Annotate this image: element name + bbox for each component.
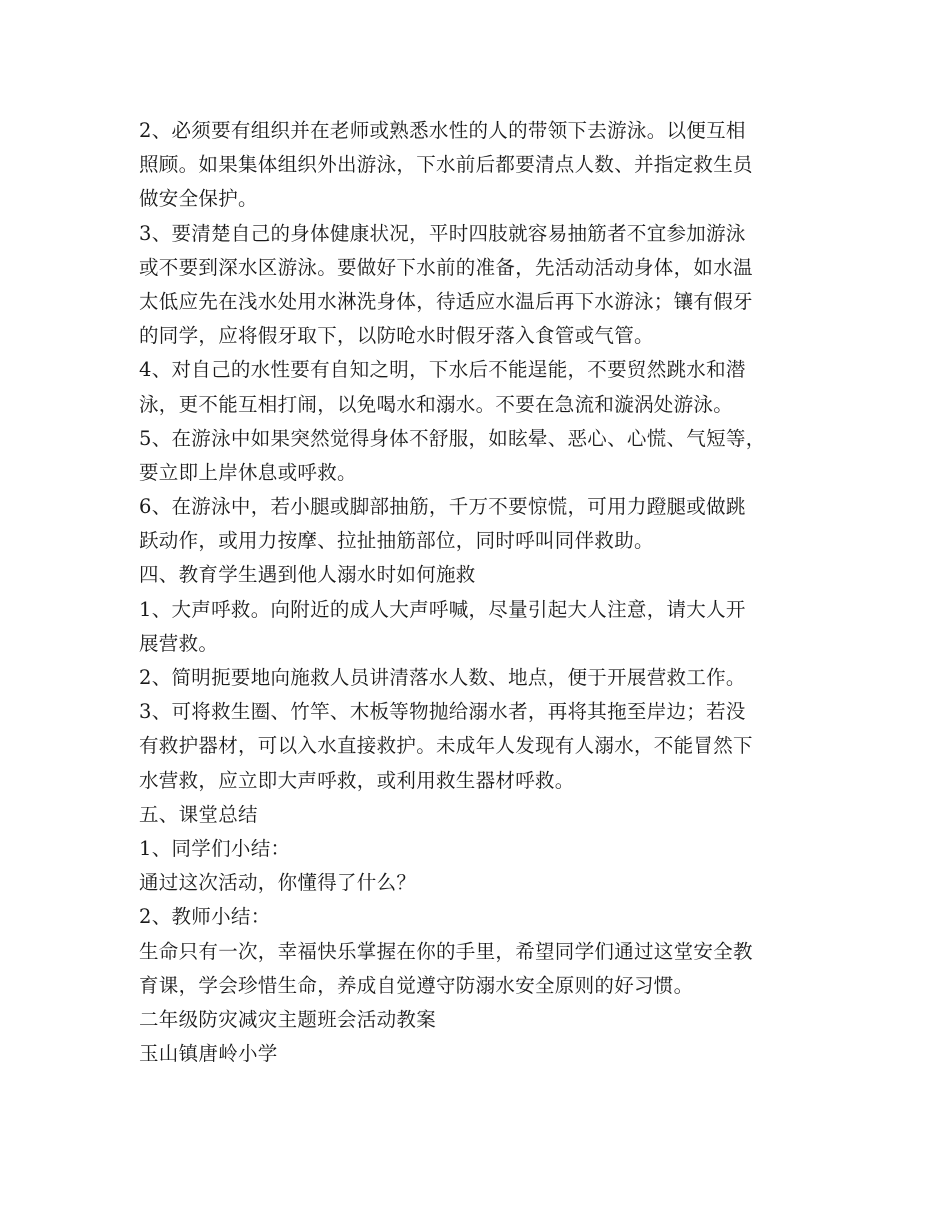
- document-body: [139, 114, 829, 1071]
- document-title: 二年级防灾减灾主题班会活动教案: [139, 1007, 437, 1031]
- text-line: 或不要到深水区游泳。要做好下水前的准备，先活动活动身体，如水温: [139, 255, 753, 279]
- school-name: 玉山镇唐岭小学: [139, 1042, 278, 1066]
- text-line: 生命只有一次，幸福快乐掌握在你的手里，希望同学们通过这堂安全教: [139, 939, 753, 963]
- section-heading: 五、课堂总结: [139, 802, 258, 826]
- text-line: 的同学，应将假牙取下，以防呛水时假牙落入食管或气管。: [139, 324, 654, 348]
- text-line: 通过这次活动，你懂得了什么？: [139, 871, 417, 895]
- text-line: 照顾。如果集体组织外出游泳，下水前后都要清点人数、并指定救生员: [139, 153, 753, 177]
- text-line: 1、大声呼救。向附近的成人大声呼喊，尽量引起大人注意，请大人开: [139, 597, 746, 621]
- text-line: 2、简明扼要地向施救人员讲清落水人数、地点，便于开展营救工作。: [139, 666, 746, 689]
- text-line: 1、同学们小结：: [139, 836, 291, 860]
- section-heading: 四、教育学生遇到他人溺水时如何施救: [139, 563, 476, 587]
- text-line: 展营救。: [139, 631, 219, 655]
- text-line: 水营救，应立即大声呼救，或利用救生器材呼救。: [139, 768, 575, 792]
- text-line: 做安全保护。: [139, 187, 258, 211]
- text-line: 要立即上岸休息或呼救。: [139, 460, 357, 484]
- text-line: 5、在游泳中如果突然觉得身体不舒服，如眩晕、恶心、心慌、气短等，: [139, 426, 766, 450]
- text-line: 泳，更不能互相打闹，以免喝水和溺水。不要在急流和漩涡处游泳。: [139, 392, 734, 416]
- text-line: 2、必须要有组织并在老师或熟悉水性的人的带领下去游泳。以便互相: [139, 119, 746, 142]
- text-line: 育课，学会珍惜生命，养成自觉遵守防溺水安全原则的好习惯。: [139, 973, 694, 997]
- text-line: 有救护器材，可以入水直接救护。未成年人发现有人溺水，不能冒然下: [139, 734, 753, 758]
- text-line: 3、可将救生圈、竹竿、木板等物抛给溺水者，再将其拖至岸边；若没: [139, 700, 746, 724]
- text-line: 4、对自己的水性要有自知之明，下水后不能逞能，不要贸然跳水和潜: [139, 358, 746, 382]
- text-line: 太低应先在浅水处用水淋洗身体，待适应水温后再下水游泳；镶有假牙: [139, 289, 753, 313]
- text-line: 3、要清楚自己的身体健康状况，平时四肢就容易抽筋者不宜参加游泳: [139, 221, 746, 245]
- text-line: 跃动作，或用力按摩、拉扯抽筋部位，同时呼叫同伴救助。: [139, 529, 654, 553]
- text-line: 6、在游泳中，若小腿或脚部抽筋，千万不要惊慌，可用力蹬腿或做跳: [139, 495, 746, 519]
- text-line: 2、教师小结：: [139, 905, 271, 929]
